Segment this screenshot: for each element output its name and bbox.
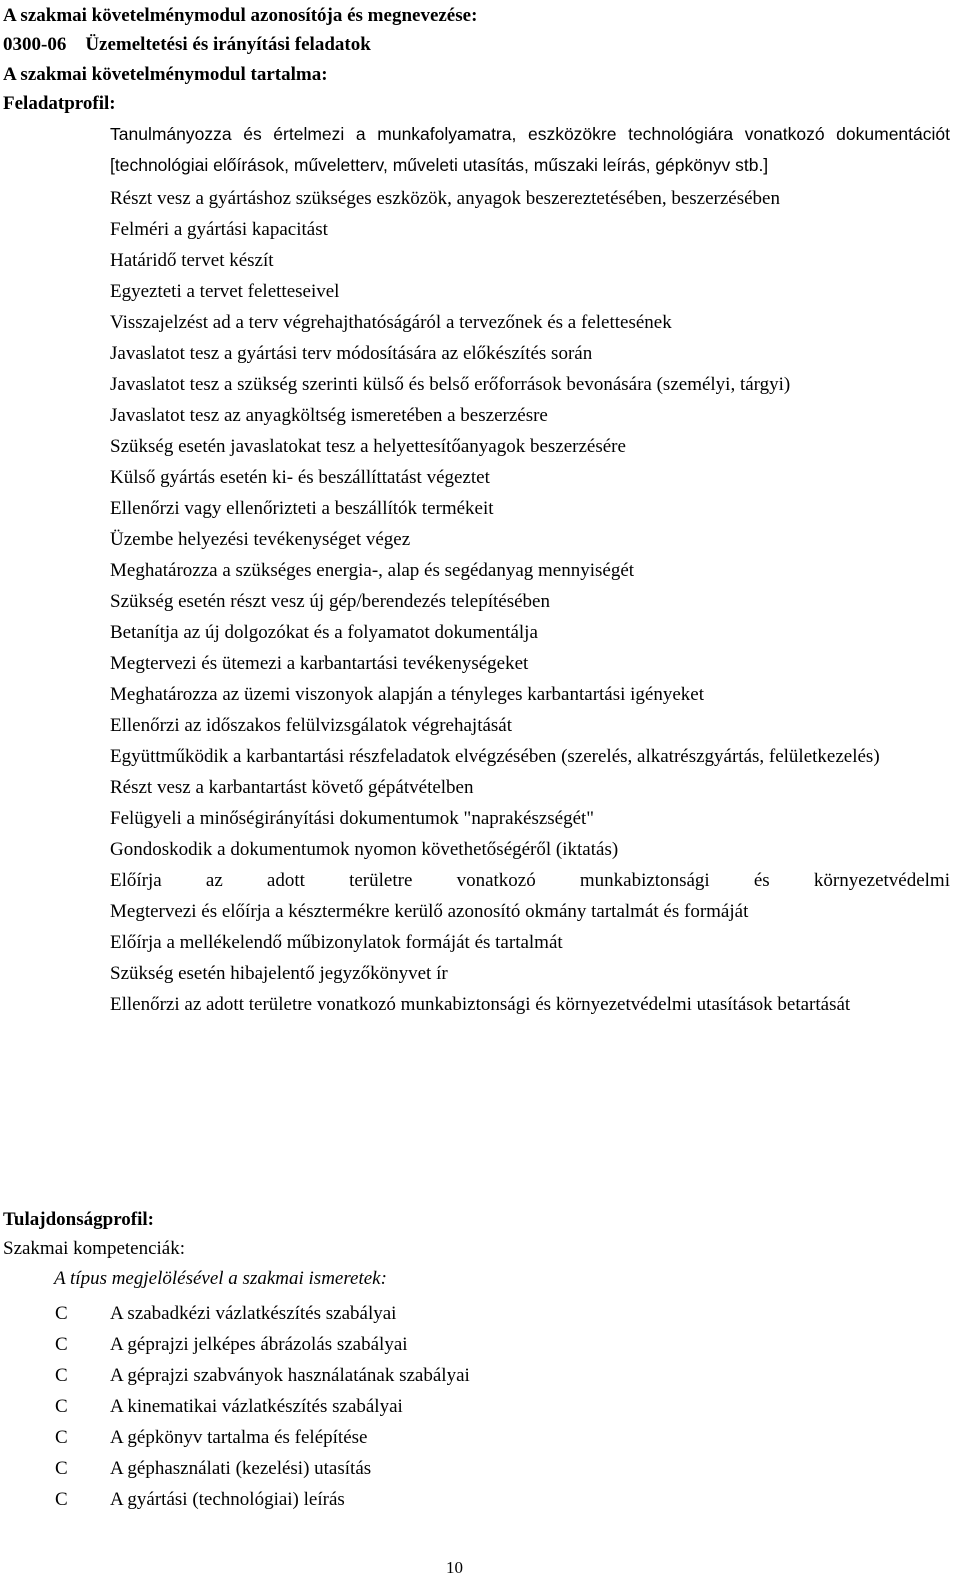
knowledge-item [0, 1360, 700, 1391]
task-item: Betanítja az új dolgozókat és a folyamatot dokumentálja [110, 622, 538, 643]
knowledge-level: C [55, 1303, 68, 1324]
module-content-heading: A szakmai követelménymodul tartalma: [3, 64, 328, 85]
knowledge-text: A géprajzi szabványok használatának szabályai [110, 1365, 470, 1386]
knowledge-text: A géprajzi jelképes ábrázolás szabályai [110, 1334, 408, 1355]
task-item: Előírja az adott területre vonatkozó munkabiztonsági és környezetvédelmi [110, 870, 950, 891]
knowledge-item [0, 1453, 700, 1484]
knowledge-level: C [55, 1458, 68, 1479]
knowledge-level: C [55, 1396, 68, 1417]
knowledge-text: A kinematikai vázlatkészítés szabályai [110, 1396, 403, 1417]
competencies-heading: Szakmai kompetenciák: [3, 1238, 186, 1259]
knowledge-list [0, 1298, 700, 1515]
task-item: Meghatározza az üzemi viszonyok alapján a tényleges karbantartási igényeket [110, 684, 705, 705]
task-item: Szükség esetén hibajelentő jegyzőkönyvet ír [110, 963, 448, 984]
task-item: Visszajelzést ad a terv végrehajthatóságáról a tervezőnek és a felettesének [110, 312, 672, 333]
task-item: Ellenőrzi az időszakos felülvizsgálatok végrehajtását [110, 715, 513, 736]
knowledge-text: A gépkönyv tartalma és felépítése [110, 1427, 368, 1448]
task-item: Megtervezi és előírja a késztermékre kerülő azonosító okmány tartalmát és formáját [110, 901, 749, 922]
task-item: Javaslatot tesz a szükség szerinti külső és belső erőforrások bevonására (személyi, tárgyi) [110, 374, 791, 395]
task-item: Javaslatot tesz az anyagköltség ismeretében a beszerzésre [110, 405, 548, 426]
knowledge-level: C [55, 1334, 68, 1355]
knowledge-item [0, 1298, 700, 1329]
task-item: Javaslatot tesz a gyártási terv módosítására az előkészítés során [110, 343, 593, 364]
task-item: Részt vesz a karbantartást követő gépátvételben [110, 777, 474, 798]
knowledge-text: A géphasználati (kezelési) utasítás [110, 1458, 372, 1479]
task-item: Együttműködik a karbantartási részfeladatok elvégzésében (szerelés, alkatrészgyártás, felületkezelés) [110, 746, 880, 767]
task-item: Tanulmányozza és értelmezi a munkafolyamatra, eszközökre technológiára vonatkozó dokumentációt [technológiai előírások, műveletterv, műveleti utasítás, műszaki leírás, gépkönyv stb.] [110, 124, 950, 175]
task-item: Egyezteti a tervet feletteseivel [110, 281, 340, 302]
task-item: Szükség esetén javaslatokat tesz a helyettesítőanyagok beszerzésére [110, 436, 626, 457]
task-item: Ellenőrzi az adott területre vonatkozó munkabiztonsági és környezetvédelmi utasítások betartását [110, 994, 851, 1015]
knowledge-item [0, 1484, 700, 1515]
task-item: Megtervezi és ütemezi a karbantartási tevékenységeket [110, 653, 529, 674]
task-item: Külső gyártás esetén ki- és beszállíttatást végeztet [110, 467, 490, 488]
knowledge-item [0, 1391, 700, 1422]
task-item: Felügyeli a minőségirányítási dokumentumok "naprakészségét" [110, 808, 595, 829]
task-list [110, 119, 950, 1020]
knowledge-heading: A típus megjelölésével a szakmai ismeretek: [54, 1268, 387, 1289]
knowledge-item [0, 1329, 700, 1360]
knowledge-item [0, 1422, 700, 1453]
module-code-title: 0300-06 Üzemeltetési és irányítási feladatok [3, 34, 371, 55]
property-profile-heading: Tulajdonságprofil: [3, 1209, 154, 1230]
task-item: Ellenőrzi vagy ellenőrizteti a beszállítók termékeit [110, 498, 494, 519]
knowledge-text: A gyártási (technológiai) leírás [110, 1489, 345, 1510]
task-item: Üzembe helyezési tevékenységet végez [110, 529, 411, 550]
task-item: Gondoskodik a dokumentumok nyomon követhetőségéről (iktatás) [110, 839, 619, 860]
knowledge-text: A szabadkézi vázlatkészítés szabályai [110, 1303, 397, 1324]
page-number: 10 [446, 1558, 463, 1577]
task-item: Előírja a mellékelendő műbizonylatok formáját és tartalmát [110, 932, 563, 953]
task-item: Határidő tervet készít [110, 250, 274, 271]
task-item: Felméri a gyártási kapacitást [110, 219, 328, 240]
task-item: Részt vesz a gyártáshoz szükséges eszközök, anyagok beszereztetésében, beszerzésében [110, 188, 780, 209]
task-item: Meghatározza a szükséges energia-, alap és segédanyag mennyiségét [110, 560, 635, 581]
knowledge-level: C [55, 1427, 68, 1448]
knowledge-level: C [55, 1489, 68, 1510]
task-item: Szükség esetén részt vesz új gép/berendezés telepítésében [110, 591, 550, 612]
module-id-heading: A szakmai követelménymodul azonosítója és megnevezése: [3, 5, 478, 26]
knowledge-level: C [55, 1365, 68, 1386]
task-profile-heading: Feladatprofil: [3, 93, 116, 114]
